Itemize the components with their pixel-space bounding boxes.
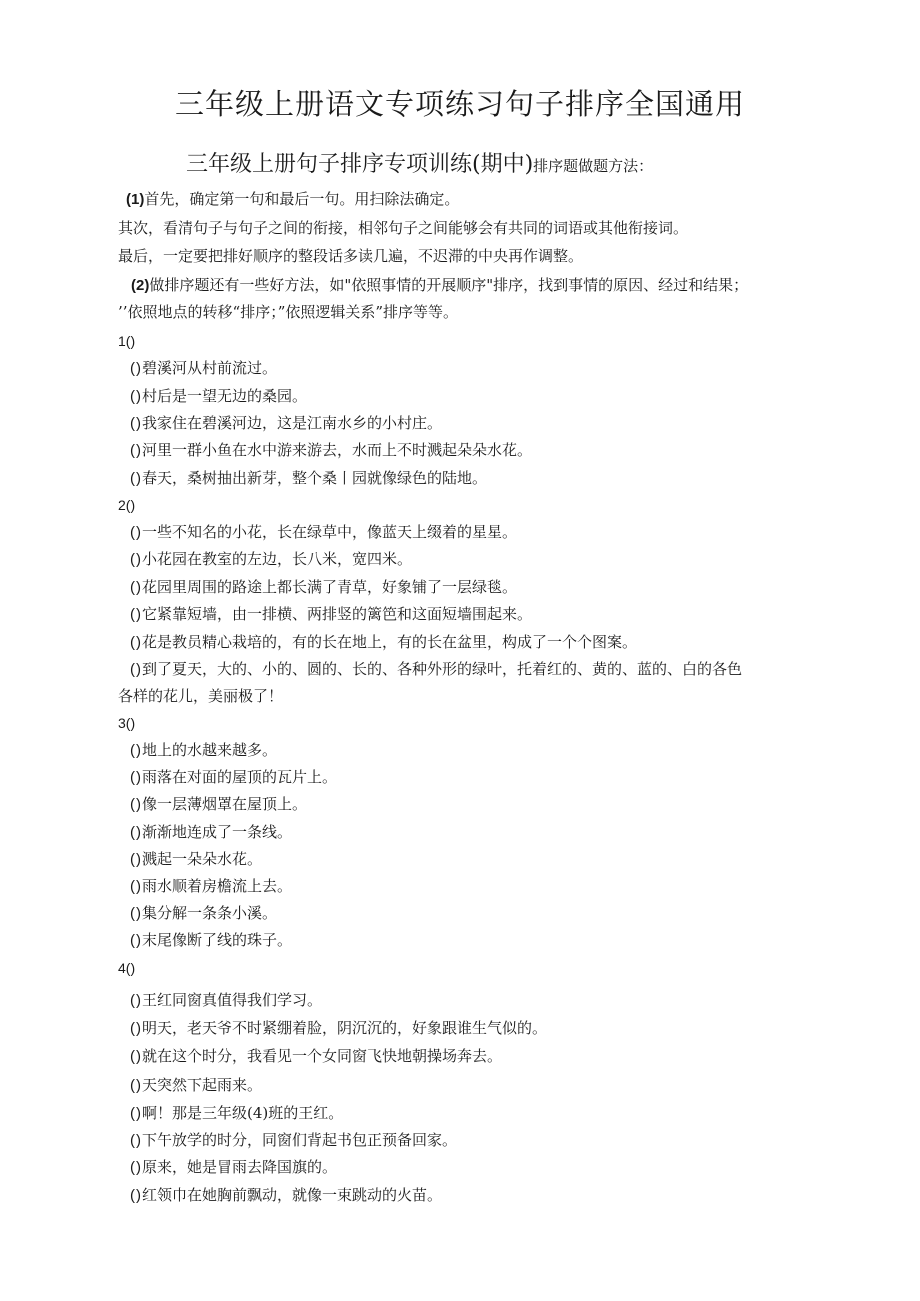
list-item — [130, 1075, 262, 1096]
sentence-text: 像一层薄烟罩在屋顶上。 — [142, 795, 308, 813]
sentence-text: 雨水顺着房檐流上去。 — [142, 877, 293, 895]
sentence-text: 雨落在对面的屋顶的瓦片上。 — [142, 768, 338, 786]
answer-blank[interactable]: () — [130, 524, 142, 541]
answer-blank[interactable]: () — [130, 905, 142, 922]
list-item — [130, 549, 412, 570]
answer-blank[interactable]: () — [130, 388, 142, 405]
sentence-text: 下午放学的时分，同窗们背起书包正预备回家。 — [142, 1131, 458, 1149]
method-text-4: 做排序题还有一些好方法，如"依照事情的开展顺序"排序，找到事情的原因、经过和结果； — [149, 276, 749, 294]
sentence-text: 天突然下起雨来。 — [142, 1076, 263, 1094]
list-item — [130, 1103, 343, 1124]
sentence-continuation: 各样的花儿，美丽极了！ — [118, 687, 284, 705]
answer-blank[interactable]: () — [130, 932, 142, 949]
answer-blank[interactable]: () — [130, 442, 142, 459]
sentence-text: 花园里周围的路途上都长满了青草，好象铺了一层绿毯。 — [142, 578, 518, 596]
list-item — [130, 990, 322, 1011]
sentence-text: 村后是一望无边的桑园。 — [142, 387, 308, 405]
answer-blank[interactable]: () — [130, 992, 142, 1009]
list-item — [130, 1046, 502, 1067]
sentence-text: 碧溪河从村前流过。 — [142, 359, 278, 377]
question-2-label: 2() — [118, 497, 136, 513]
question-1-label: 1() — [118, 333, 136, 349]
sentence-text: 地上的水越来越多。 — [142, 741, 278, 759]
sentence-text: 红领巾在她胸前飘动，就像一束跳动的火苗。 — [142, 1186, 443, 1204]
answer-blank[interactable]: () — [130, 579, 142, 596]
answer-blank[interactable]: () — [130, 824, 142, 841]
answer-blank[interactable]: () — [130, 606, 142, 623]
sentence-text: 河里一群小鱼在水中游来游去，水而上不时溅起朵朵水花。 — [142, 441, 533, 459]
list-item — [130, 604, 532, 625]
sentence-text: 花是教员精心栽培的，有的长在地上，有的长在盆里，构成了一个个图案。 — [142, 633, 638, 651]
list-item — [130, 876, 292, 897]
answer-blank[interactable]: () — [130, 1020, 142, 1037]
sentence-text: 它紧靠短墙，由一排横、两排竖的篱笆和这面短墙围起来。 — [142, 605, 533, 623]
subtitle-main: 三年级上册句子排序专项训练(期中) — [186, 152, 534, 177]
method-paragraph-4 — [131, 275, 748, 296]
list-item — [130, 767, 337, 788]
list-item — [130, 413, 442, 434]
answer-blank[interactable]: () — [130, 661, 142, 678]
sentence-text: 王红同窗真值得我们学习。 — [142, 991, 323, 1009]
sentence-text: 春天，桑树抽出新芽，整个桑丨园就像绿色的陆地。 — [142, 469, 488, 487]
sentence-text: 渐渐地连成了一条线。 — [142, 823, 293, 841]
list-item — [130, 1157, 337, 1178]
list-item — [130, 794, 307, 815]
answer-blank[interactable]: () — [130, 1159, 142, 1176]
method-paragraph-2: 其次，看清句子与句子之间的衔接，相邻句子之间能够会有共同的词语或其他衔接词。 — [118, 219, 689, 237]
method-paragraph-3: 最后，一定要把排好顺序的整段话多读几遍，不迟滞的中央再作调整。 — [118, 247, 584, 265]
answer-blank[interactable]: () — [130, 742, 142, 759]
sentence-text: 原来，她是冒雨去降国旗的。 — [142, 1158, 338, 1176]
list-item — [130, 659, 742, 680]
list-item — [130, 440, 532, 461]
answer-blank[interactable]: () — [130, 1077, 142, 1094]
sentence-text: 溅起一朵朵水花。 — [142, 850, 263, 868]
sentence-text: 末尾像断了线的珠子。 — [142, 931, 293, 949]
answer-blank[interactable]: () — [130, 769, 142, 786]
method-number-2: (2) — [131, 277, 150, 294]
answer-blank[interactable]: () — [130, 1048, 142, 1065]
document-title: 三年级上册语文专项练习句子排序全国通用 — [174, 87, 745, 121]
sentence-text: 明天，老天爷不时紧绷着脸，阴沉沉的，好象跟谁生气似的。 — [142, 1019, 548, 1037]
list-item — [130, 468, 487, 489]
list-item — [130, 358, 277, 379]
list-item — [130, 822, 292, 843]
answer-blank[interactable]: () — [130, 1187, 142, 1204]
question-4-label: 4() — [118, 960, 136, 976]
method-text-1: 首先，确定第一句和最后一句。用扫除法确定。 — [144, 190, 460, 208]
list-item — [130, 930, 292, 951]
sentence-text: 啊！那是三年级(4)班的王红。 — [142, 1104, 344, 1122]
method-paragraph-5: ’’依照地点的转移“排序；”依照逻辑关系”排序等等。 — [118, 303, 459, 321]
sentence-text: 到了夏天，大的、小的、圆的、长的、各种外形的绿叶，托着红的、黄的、蓝的、白的各色 — [142, 660, 743, 678]
method-number-1: (1) — [126, 191, 145, 208]
answer-blank[interactable]: () — [130, 470, 142, 487]
document-subtitle — [186, 147, 653, 178]
answer-blank[interactable]: () — [130, 1105, 142, 1122]
subtitle-tail: 排序题做题方法： — [533, 157, 654, 175]
answer-blank[interactable]: () — [130, 551, 142, 568]
answer-blank[interactable]: () — [130, 1132, 142, 1149]
list-item — [130, 386, 307, 407]
sentence-text: 小花园在教室的左边，长八米，宽四米。 — [142, 550, 413, 568]
method-paragraph-1 — [126, 189, 459, 210]
answer-blank[interactable]: () — [130, 634, 142, 651]
list-item — [130, 1018, 547, 1039]
list-item — [130, 903, 277, 924]
list-item — [130, 522, 517, 543]
answer-blank[interactable]: () — [130, 878, 142, 895]
list-item — [130, 849, 262, 870]
question-3-label: 3() — [118, 715, 136, 731]
sentence-text: 就在这个时分，我看见一个女同窗飞快地朝操场奔去。 — [142, 1047, 503, 1065]
answer-blank[interactable]: () — [130, 415, 142, 432]
answer-blank[interactable]: () — [130, 360, 142, 377]
sentence-text: 一些不知名的小花，长在绿草中，像蓝天上缀着的星星。 — [142, 523, 518, 541]
list-item — [130, 632, 637, 653]
answer-blank[interactable]: () — [130, 851, 142, 868]
sentence-text: 集分解一条条小溪。 — [142, 904, 278, 922]
answer-blank[interactable]: () — [130, 796, 142, 813]
list-item — [130, 1130, 457, 1151]
list-item — [130, 1185, 442, 1206]
sentence-text: 我家住在碧溪河边，这是江南水乡的小村庄。 — [142, 414, 443, 432]
list-item — [130, 740, 277, 761]
list-item — [130, 577, 517, 598]
